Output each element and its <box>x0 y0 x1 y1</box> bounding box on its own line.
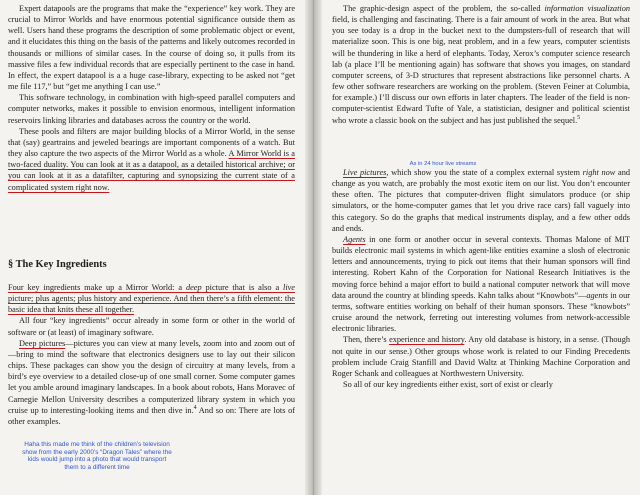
right-text-block <box>332 3 630 126</box>
handwritten-annotation: Haha this made me think of the children’s television show from the early 2000’s “Dragon Tales” where the kids would jump into a photo that would transport them to a different time <box>22 441 172 471</box>
left-text-block-2 <box>8 258 295 272</box>
highlighted-text: experience and history <box>389 335 465 345</box>
emphasis: agents <box>586 290 609 300</box>
paragraph <box>8 338 295 427</box>
text: Then, there’s <box>343 335 390 345</box>
highlighted-text: Agents <box>343 234 366 244</box>
section-heading: § The Key Ingredients <box>8 259 107 270</box>
text: picture; plus agents; plus history and experience. And then there’s a fifth element: the basic idea that knits these all together. <box>8 294 295 315</box>
paragraph <box>332 167 630 234</box>
paragraph <box>332 234 630 334</box>
text: These pools and filters are major building blocks of a Mirror World, in the sense that (say) geartrains and jeweled bearings are important components of a watch. But they also capture the two aspects of the Mirror World as a whole. <box>8 126 295 159</box>
paragraph <box>332 3 630 126</box>
highlighted-text <box>8 283 295 314</box>
paragraph: Expert datapools are the programs that make the “experience” key work. They are crucial to Mirror Worlds and have enormous potential significance outside them as well. Users hand these programs the description of some problematic object or event, and it elucidates this thing on the basis of the patterns and likely outcomes recorded in thousands or millions of similar cases. In the course of doing so, it pulls from its massive files a few individual records that are especially pertinent to the case in hand. In effect, the expert datapool is a a huge case-library, expecting to be asked not “get me file 117,” but “get me anything I can use.” <box>8 4 295 92</box>
book-gutter <box>305 0 322 495</box>
paragraph: All four “key ingredients” occur already in some form or other in the world of software or (at least) of imaginary software. <box>8 316 295 337</box>
text: —pictures you can view at many levels, zoom into and zoom out of—bring to mind the software that electronics designers use to lay out their silicon chips. These packages can show you the design of circuitry at many levels, from a bird’s eye overview to a detailed close-up of one small corner. Some computer games let you amble around imaginary landscapes. In a book about robots, Hans Moravec of Carnegie Mellon University describes a computerized library system in which you cruise up to interesting-looking items and then dive in. <box>8 338 296 415</box>
paragraph: So all of our key ingredients either exist, sort of exist or clearly <box>343 379 553 389</box>
paragraph <box>332 334 630 379</box>
highlighted-text: Deep pictures <box>19 338 66 348</box>
text: . Any old database is history, in a sense. (Though not quite in our sense.) Other groups whose work is related to our Finding Precedents problem include Craig Stanfill and David Waltz at Thinking Machine Corporation and Roger Schank and colleagues at Northwestern University. <box>332 335 631 378</box>
text: in our terms, software entities working on behalf of their human sponsors. These “knowbots” cruise around the network, ferreting out interesting volumes from network-accessible electronic libraries. <box>332 290 630 334</box>
text: Four key ingredients make up a Mirror World: a <box>8 283 186 292</box>
footnote-marker[interactable]: 4 <box>193 404 197 411</box>
text: The graphic-design aspect of the problem, the so-called <box>343 4 545 13</box>
footnote-marker[interactable]: 5 <box>577 114 581 121</box>
text: and change as you watch, are probably the most exotic item on our list. You don’t encounter these often. The pictures that computer-driven flight simulators produce (or ship simulators, or the home-computer games that let you drive race cars) fall vaguely into this category. So do the graphs that medical instruments display, and a few other odds and ends. <box>332 168 631 233</box>
highlighted-text: Live pictures <box>343 168 387 177</box>
right-page <box>322 0 640 495</box>
handwritten-annotation: As in 24 hour live streams <box>409 161 477 167</box>
left-page <box>0 0 305 495</box>
text: picture that is also a <box>201 283 284 292</box>
emphasis: deep <box>185 283 202 292</box>
emphasis: live <box>283 283 295 292</box>
highlighted-text: A Mirror World is a two-faced duality. You can look at it as a datapool, as a detailed historical archive; or you can look at it as a datafilter, capturing and synopsizing the current state of a complicated system right now. <box>8 149 295 192</box>
paragraph <box>8 282 295 315</box>
paragraph: This software technology, in combination with high-speed parallel computers and computer networks, makes it possible to envision enormous, intelligent information reservoirs linking libraries and databases across the country or the world. <box>8 93 295 125</box>
left-text-block-3 <box>8 282 295 427</box>
paragraph <box>8 126 295 193</box>
emphasis: right now <box>582 168 616 177</box>
right-text-block-2 <box>332 167 630 390</box>
text: field, is challenging and fascinating. There is a fair amount of work in the area. But what you see today is a drop in the bucket next to the dumpsters-full of research that will materialize soon. This is one big, neat problem, and in a few years, computer scientists will be thundering in like a herd of elephants. Today, Xerox’s computer science research lab (a place I’ll be mentioning again) has software that shows you images, on standard computer screens, of 3-D structures that represent abstractions like personnel charts. A few other software researchers are working on the problem. (Steven Feiner at Columbia, for example.) I’ll discuss our own efforts in later chapters. The leader of the field is non-computer-scientist Edward Tufte of Yale, a statistician, designer and political scientist who wrote a classic book on the subject and has just published the sequel. <box>332 15 630 125</box>
text: And so on: There are lots of other examples. <box>8 405 295 426</box>
emphasis: information visualization <box>544 4 630 13</box>
text: in one form or another occur in several contexts. Thomas Malone of MIT builds electronic mail systems in which agent-like entities examine a slosh of electronic letters and announcements, trying to pick out items that their human sponsors will find interesting. Robert Kahn of the Corporation for National Research Initiatives is the moving force behind a major effort to build a national computer network that will move data around the country at blinding speeds. Kahn talks about “Knowbots”— <box>332 234 630 300</box>
left-text-block <box>8 3 295 193</box>
text: , which show you the state of a complex external system <box>386 168 583 177</box>
